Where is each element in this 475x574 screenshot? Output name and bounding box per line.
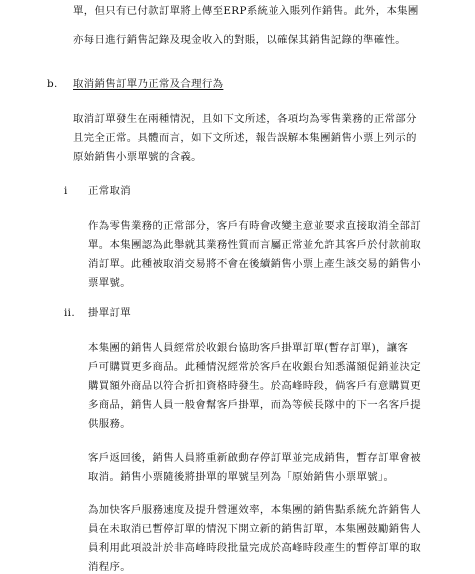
section-b-marker: b. [47,78,58,90]
section-b-heading: 取消銷售訂單乃正常及合理行為 [73,78,224,90]
sub-ii-para1-line: 購買額外商品以符合折扣資格時發生。於高峰時段，倘客戶有意購買更 [88,380,421,392]
sub-ii-heading: 掛單訂單 [88,307,131,319]
sub-ii-para2-line: 客戶返回後，銷售人員將重新啟動存停訂單並完成銷售，暫存訂單會被 [88,452,421,464]
intro-line: 單，但只有已付款訂單將上傳至ERP系統並入賬列作銷售。此外，本集團 [73,5,419,17]
sub-i-para-line: 票單號。 [88,277,131,289]
sub-ii-para3-line: 消程序。 [88,561,131,573]
section-b-para-line: 原始銷售小票單號的含義。 [73,151,202,163]
sub-ii-para2-line: 取消。銷售小票隨後將掛單的單號呈列為「原始銷售小票單號」。 [88,471,395,483]
sub-ii-para3-line: 為加快客戶服務速度及提升營運效率，本集團的銷售點系統允許銷售人 [88,504,421,516]
section-b-para-line: 取消訂單發生在兩種情況，且如下文所述，各項均為零售業務的正常部分 [73,113,417,125]
sub-i-para-line: 消訂單。此種被取消交易將不會在後續銷售小票上產生該交易的銷售小 [88,258,421,270]
intro-line: 亦每日進行銷售記錄及現金收入的對賬，以確保其銷售記錄的準確性。 [73,34,406,46]
sub-ii-para1-line: 本集團的銷售人員經常於收銀台協助客戶掛單訂單(暫存訂單)，讓客 [88,342,409,354]
sub-ii-para1-line: 供服務。 [88,418,131,430]
sub-i-heading: 正常取消 [88,185,131,197]
sub-ii-para1-line: 多商品，銷售人員一般會幫客戶掛單，而為等候長隊中的下一名客戶提 [88,399,421,411]
sub-i-marker: i [64,185,68,197]
sub-ii-para3-line: 員利用此項設計於非高峰時段批量完成於高峰時段產生的暫停訂單的取 [88,542,421,554]
sub-i-para-line: 單。本集團認為此舉就其業務性質而言屬正常並允許其客戶於付款前取 [88,239,421,251]
section-b-para-line: 且完全正常。具體而言，如下文所述，報告誤解本集團銷售小票上列示的 [73,132,417,144]
sub-ii-para1-line: 戶可購買更多商品。此種情況經常於客戶在收銀台知悉滿額促銷並決定 [88,361,421,373]
sub-ii-para3-line: 員在未取消已暫停訂單的情況下開立新的銷售訂單，本集團鼓勵銷售人 [88,523,421,535]
sub-i-para-line: 作為零售業務的正常部分，客戶有時會改變主意並要求直接取消全部訂 [88,220,421,232]
sub-ii-marker: ii. [64,307,75,319]
